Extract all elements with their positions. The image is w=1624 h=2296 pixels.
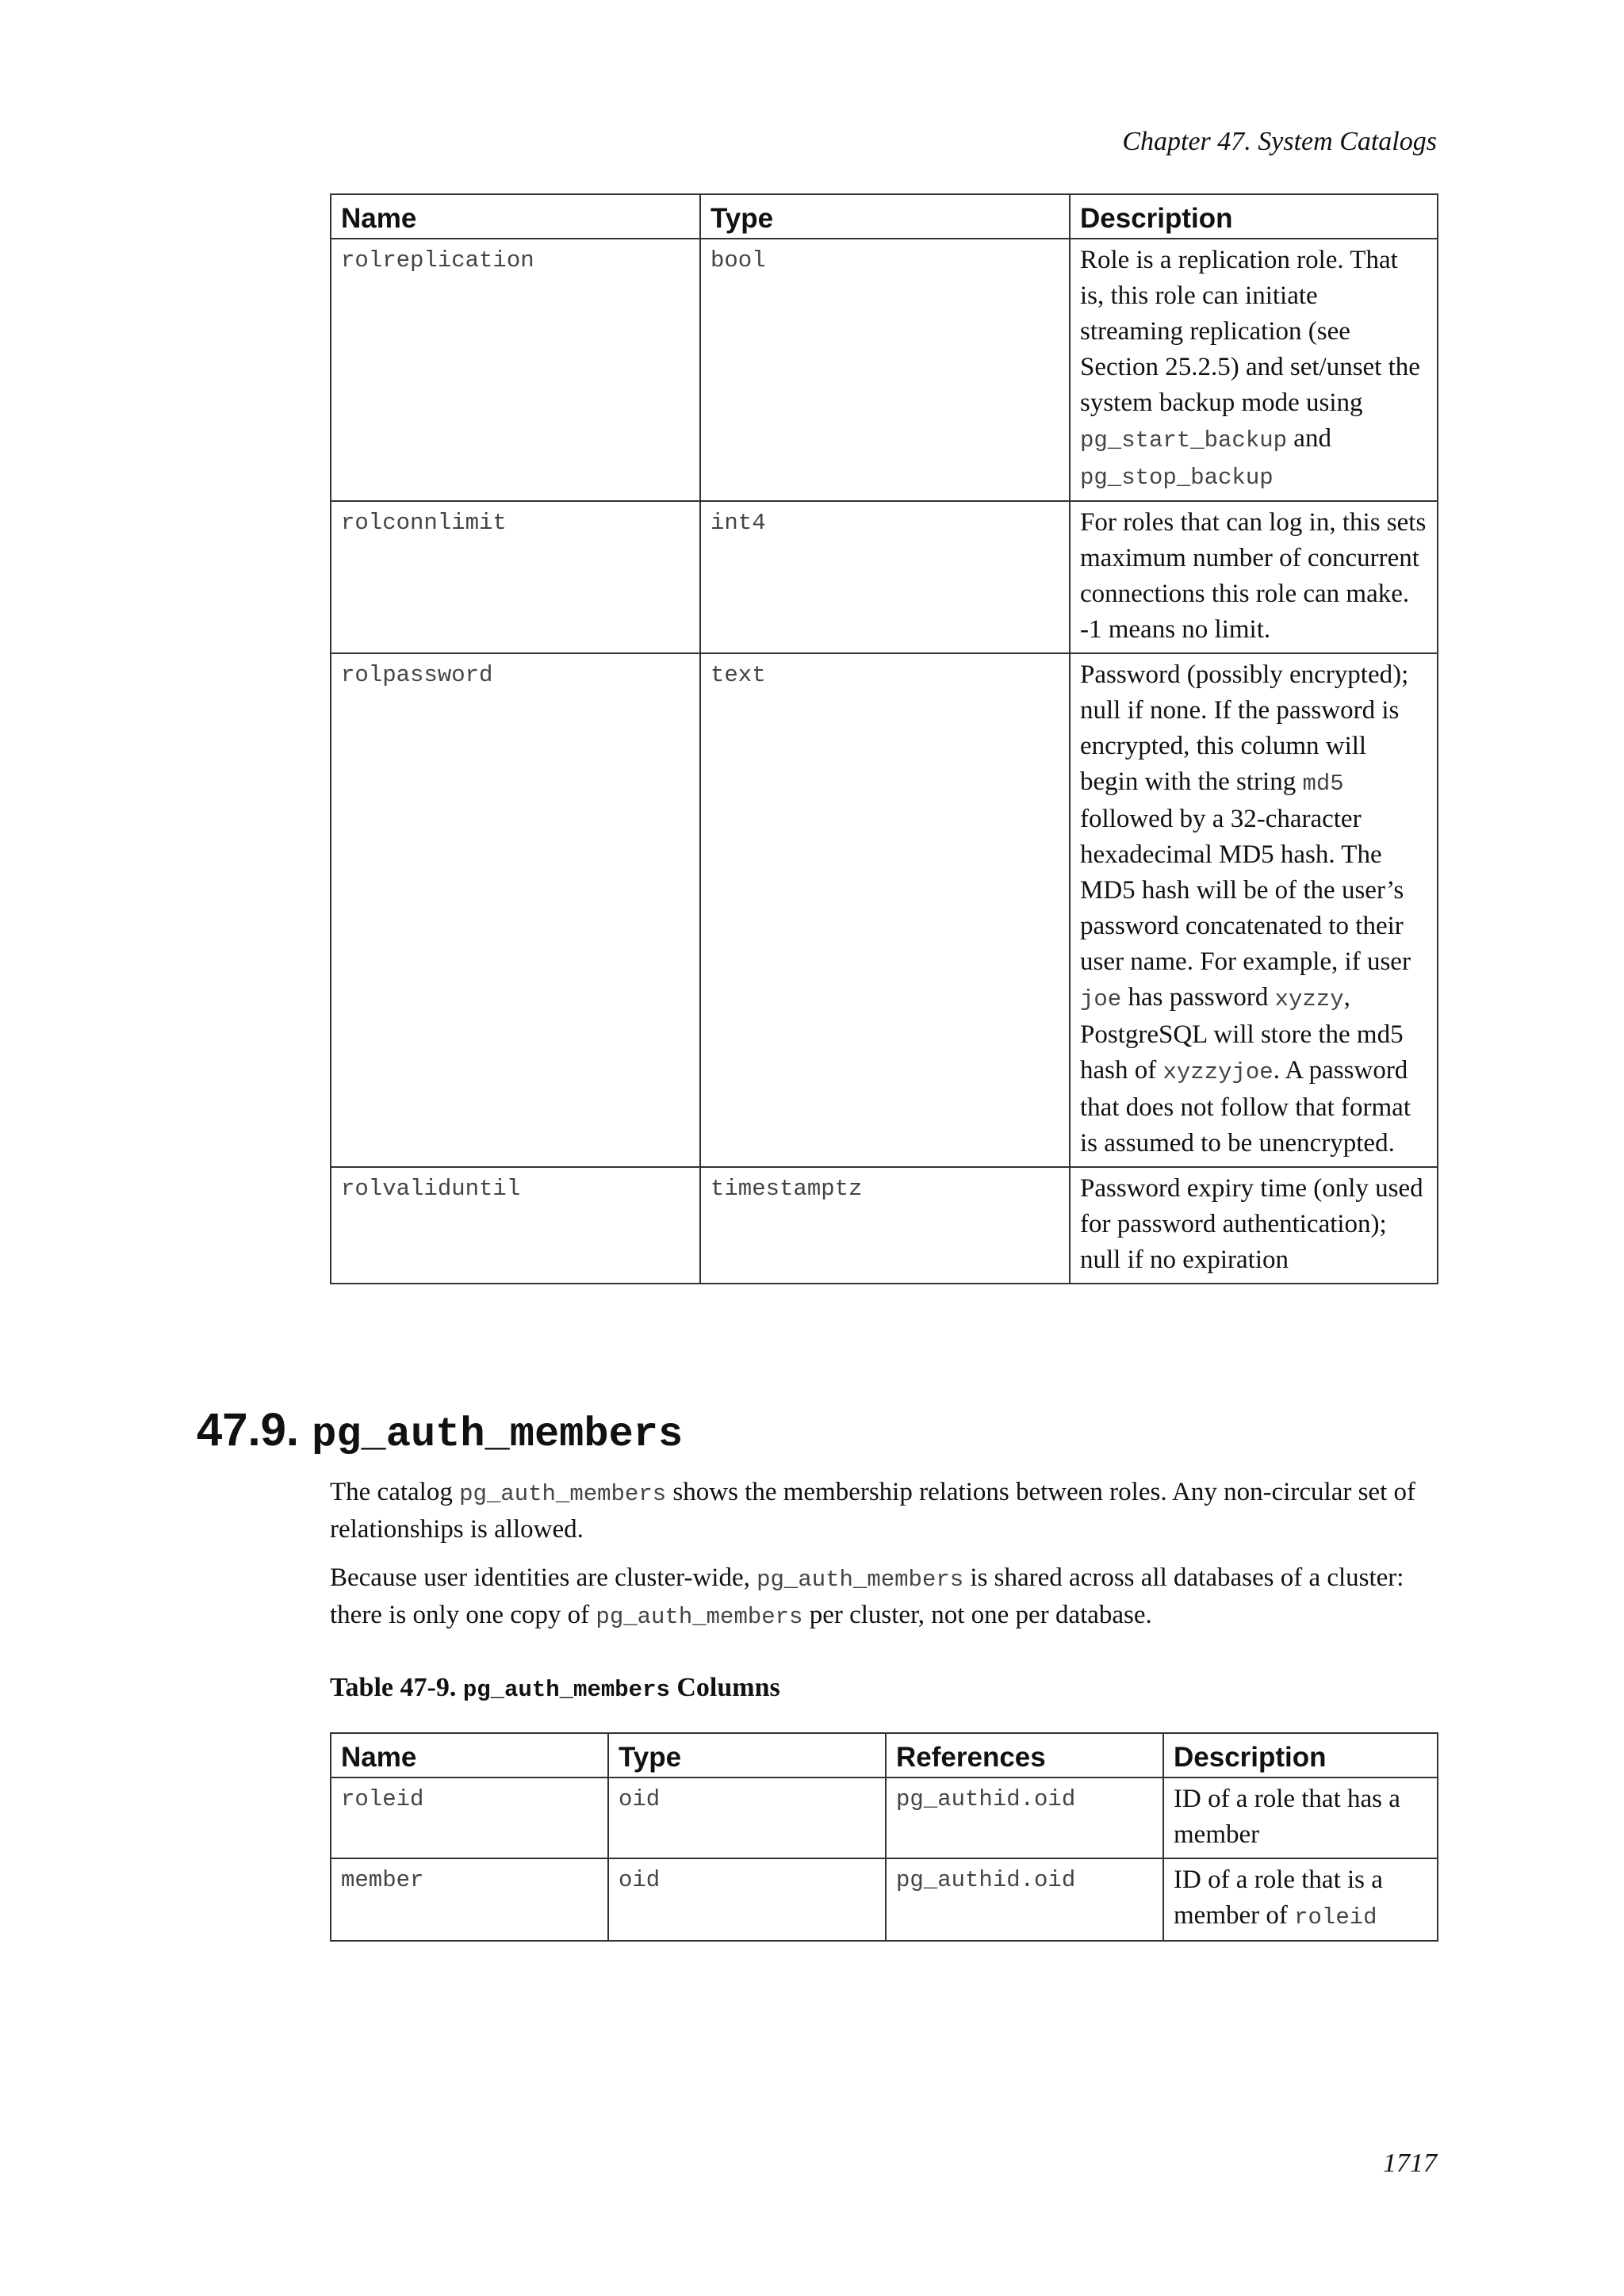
inline-code: joe: [1080, 986, 1122, 1012]
table-row: [331, 1167, 1438, 1284]
inline-code: pg_start_backup: [1080, 427, 1288, 453]
caption-suffix: Columns: [669, 1673, 780, 1702]
cell-name: roleid: [331, 1777, 608, 1858]
table-row: [331, 239, 1438, 501]
cell-name: member: [331, 1858, 608, 1941]
paragraph: The catalog pg_auth_members shows the membership relations between roles. Any non-circular set of relationships is allowed.: [330, 1478, 1415, 1544]
page-number: 1717: [1383, 2149, 1437, 2178]
cell-name: rolvaliduntil: [331, 1167, 700, 1284]
cell-name: rolreplication: [331, 239, 700, 501]
cell-name: rolconnlimit: [331, 501, 700, 653]
cell-type: bool: [700, 239, 1070, 501]
cell-type: int4: [700, 501, 1070, 653]
running-header: Chapter 47. System Catalogs: [1122, 127, 1437, 156]
cell-description: ID of a role that is a member of roleid: [1163, 1858, 1438, 1941]
inline-code: pg_auth_members: [596, 1604, 803, 1630]
inline-code: xyzzyjoe: [1162, 1059, 1274, 1085]
inline-code: xyzzy: [1274, 986, 1344, 1012]
cell-description: Role is a replication role. That is, this role can initiate streaming replication (see Section 25.2.5) and set/unset the system backup mode using pg_start_backup and pg_stop_backup: [1070, 239, 1438, 501]
inline-code: pg_auth_members: [756, 1567, 964, 1593]
auth-members-columns-table: [330, 1732, 1438, 1942]
column-header-description: Description: [1163, 1733, 1438, 1777]
cell-description: ID of a role that has a member: [1163, 1777, 1438, 1858]
inline-code: md5: [1302, 771, 1344, 797]
table-header-row: [331, 1733, 1438, 1777]
column-header-name: Name: [331, 1733, 608, 1777]
cell-references: pg_authid.oid: [886, 1858, 1163, 1941]
cell-name: rolpassword: [331, 653, 700, 1167]
table-row: [331, 653, 1438, 1167]
table-caption: [330, 1673, 780, 1703]
column-header-description: Description: [1070, 194, 1438, 239]
table-row: [331, 1858, 1438, 1941]
section-title-code: pg_auth_members: [312, 1411, 684, 1458]
cell-type: text: [700, 653, 1070, 1167]
rolesColumnsTable: [330, 193, 1438, 1284]
column-header-references: References: [886, 1733, 1163, 1777]
table-row: [331, 501, 1438, 653]
cell-description: For roles that can log in, this sets maximum number of concurrent connections this role can make. -1 means no limit.: [1070, 501, 1438, 653]
column-header-type: Type: [700, 194, 1070, 239]
cell-type: oid: [608, 1858, 886, 1941]
cell-description: Password expiry time (only used for password authentication); null if no expiration: [1070, 1167, 1438, 1284]
section-heading: [197, 1403, 683, 1458]
cell-description: Password (possibly encrypted); null if none. If the password is encrypted, this column will begin with the string md5 followed by a 32-character hexadecimal MD5 hash. The MD5 hash will be of the user’s password concatenated to their user name. For example, if user joe has password xyzzy, PostgreSQL will store the md5 hash of xyzzyjoe. A password that does not follow that format is assumed to be unencrypted.: [1070, 653, 1438, 1167]
cell-type: timestamptz: [700, 1167, 1070, 1284]
cell-references: pg_authid.oid: [886, 1777, 1163, 1858]
table-row: [331, 1777, 1438, 1858]
inline-code: pg_stop_backup: [1080, 465, 1274, 491]
section-number: 47.9.: [197, 1404, 299, 1456]
column-header-type: Type: [608, 1733, 886, 1777]
table-header-row: [331, 194, 1438, 239]
caption-code: pg_auth_members: [462, 1677, 670, 1703]
inline-code: roleid: [1294, 1904, 1377, 1931]
caption-prefix: Table 47-9.: [330, 1673, 463, 1702]
cell-type: oid: [608, 1777, 886, 1858]
inline-code: pg_auth_members: [459, 1481, 667, 1507]
paragraph: Because user identities are cluster-wide, pg_auth_members is shared across all databases of a cluster: there is only one copy of pg_auth_members per cluster, not one per database.: [330, 1563, 1404, 1630]
column-header-name: Name: [331, 194, 700, 239]
